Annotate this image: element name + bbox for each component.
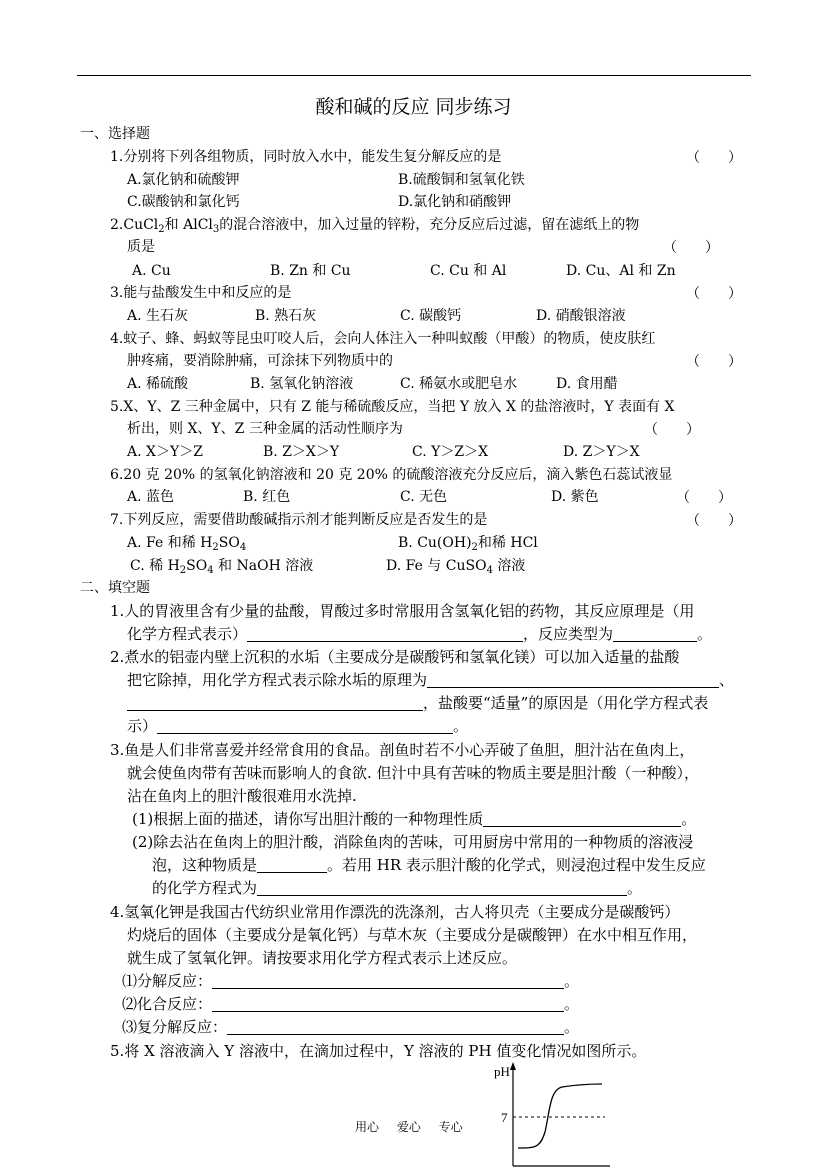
q1-stem: 1.分别将下列各组物质，同时放入水中，能发生复分解反应的是 [110,149,502,165]
f4-part2: ⑵化合反应： 。 [122,995,580,1013]
q1-answer-paren[interactable]: （ ） [686,150,742,166]
f3-part2-line2: 泡，这种物质是 。若用 HR 表示胆汁酸的化学式，则浸泡过程中发生反应 [152,856,706,874]
f1-line2: 化学方程式表示） ，反应类型为 。 [127,625,713,643]
f2-line2: 把它除掉，用化学方程式表示除水垢的原理为 、 [127,671,735,689]
q6-option-c[interactable]: C. 无色 [400,489,448,505]
q3-option-d[interactable]: D. 硝酸银溶液 [536,308,626,324]
f3-line3: 沾在鱼肉上的胆汁酸很难用水洗掉. [127,787,357,805]
f2-line1: 2.煮水的铝壶内壁上沉积的水垢（主要成分是碳酸钙和氢氧化镁）可以加入适量的盐酸 [110,648,680,666]
q5-option-d[interactable]: D. Z＞Y＞X [563,444,640,460]
q2-answer-paren[interactable]: （ ） [663,240,719,256]
f2-equation-blank-2[interactable] [127,710,423,711]
f4-line3: 就生成了氢氧化钾。请按要求用化学方程式表示上述反应。 [127,949,518,967]
q7-answer-paren[interactable]: （ ） [686,513,742,529]
f3-property-blank[interactable] [483,826,681,827]
q2-option-b[interactable]: B. Zn 和 Cu [270,263,351,279]
f1-reaction-type-blank[interactable] [613,641,697,642]
f3-line2: 就会使鱼肉带有苦味而影响人的食欲. 但汁中具有苦味的物质主要是胆汁酸（一种酸）， [127,764,700,782]
f4-line2: 灼烧后的固体（主要成分是氧化钙）与草木灰（主要成分是碳酸钾）在水中相互作用， [127,926,698,944]
header-rule [77,75,751,76]
q4-answer-paren[interactable]: （ ） [686,354,742,370]
ph-curve-graph [490,1060,620,1170]
q1-option-c[interactable]: C.碳酸钠和氯化钙 [127,194,240,210]
q3-option-b[interactable]: B. 熟石灰 [255,308,317,324]
f3-part2-line3: 的化学方程式为 。 [152,879,643,897]
page-footer: 用心 爱心 专心 [355,1120,463,1134]
q6-stem: 6.20 克 20% 的氢氧化钠溶液和 20 克 20% 的硫酸溶液充分反应后，滴入紫色石蕊试液显 [110,467,673,483]
q7-option-c[interactable]: C. 稀 $H_2SO_4$ 和 NaOH 溶液 [130,558,314,576]
q3-option-c[interactable]: C. 碳酸钙 [400,308,462,324]
f3-substance-blank[interactable] [257,872,327,873]
f2-line4: 示） 。 [127,717,469,735]
q5-answer-paren[interactable]: （ ） [644,422,700,438]
f3-part1: (1)根据上面的描述，请你写出胆汁酸的一种物理性质 。 [132,810,697,828]
q7-option-d[interactable]: D. Fe 与 CuSO$_4$ 溶液 [386,558,526,576]
graph-y-arrow [510,1062,516,1070]
q2-option-d[interactable]: D. Cu、Al 和 Zn [566,263,676,279]
f4-double-decomposition-blank[interactable] [227,1034,564,1035]
q7-stem: 7.下列反应，需要借助酸碱指示剂才能判断反应是否发生的是 [110,512,488,528]
q3-option-a[interactable]: A. 生石灰 [127,308,189,324]
q6-option-b[interactable]: B. 红色 [243,489,291,505]
q6-answer-paren[interactable]: （ ） [676,490,732,506]
q7-option-b[interactable]: B. $Cu(OH)_2$和稀 HCl [398,535,538,553]
q4-option-d[interactable]: D. 食用醋 [556,376,618,392]
f4-decomposition-blank[interactable] [212,988,564,989]
q1-option-a[interactable]: A.氯化钠和硫酸钾 [127,172,240,188]
q5-option-a[interactable]: A. X＞Y＞Z [127,444,203,460]
f4-line1: 4.氢氧化钾是我国古代纺织业常用作漂洗的洗涤剂，古人将贝壳（主要成分是碳酸钙） [110,903,680,921]
q6-option-d[interactable]: D. 紫色 [551,489,599,505]
q2-stem: 2.CuCl$_2$和 AlCl$_3$的混合溶液中，加入过量的锌粉，充分反应后过滤，留在滤纸上的物 [110,217,640,235]
q5-stem: 5.X、Y、Z 三种金属中，只有 Z 能与稀硫酸反应，当把 Y 放入 X 的盐溶液时，Y 表面有 X [110,399,675,415]
graph-tick-7: 7 [501,1110,508,1125]
f4-combination-blank[interactable] [212,1011,564,1012]
f1-line1: 1.人的胃液里含有少量的盐酸，胃酸过多时常服用含氢氧化铝的药物，其反应原理是（用 [110,602,695,620]
q1-option-d[interactable]: D.氯化钠和硝酸钾 [398,194,512,210]
f3-line1: 3.鱼是人们非常喜爱并经常食用的食品。剖鱼时若不小心弄破了鱼胆，胆汁沾在鱼肉上， [110,741,695,759]
page-title: 酸和碱的反应 同步练习 [315,96,512,118]
f3-equation-blank[interactable] [257,895,627,896]
q4-option-b[interactable]: B. 氢氧化钠溶液 [250,376,354,392]
q4-option-c[interactable]: C. 稀氨水或肥皂水 [400,376,518,392]
graph-ylabel: pH [494,1064,510,1079]
f2-equation-blank-3[interactable] [157,733,453,734]
f5-line1: 5.将 X 溶液滴入 Y 溶液中，在滴加过程中，Y 溶液的 PH 值变化情况如图所示。 [110,1042,647,1060]
q2-option-c[interactable]: C. Cu 和 Al [430,263,507,279]
q5-option-c[interactable]: C. Y＞Z＞X [412,444,489,460]
q3-answer-paren[interactable]: （ ） [686,286,742,302]
q4-stem-line2: 肿疼痛，要消除肿痛，可涂抹下列物质中的 [127,353,393,369]
q4-stem: 4.蚊子、蜂、蚂蚁等昆虫叮咬人后，会向人体注入一种叫蚁酸（甲酸）的物质，使皮肤红 [110,331,656,347]
q1-option-b[interactable]: B.硫酸铜和氢氧化铁 [398,172,525,188]
f1-equation-blank[interactable] [247,641,523,642]
q6-option-a[interactable]: A. 蓝色 [127,489,175,505]
q3-stem: 3.能与盐酸发生中和反应的是 [110,285,292,301]
q5-stem-line2: 析出，则 X、Y、Z 三种金属的活动性顺序为 [127,421,403,437]
f4-part1: ⑴分解反应： 。 [122,972,580,990]
f4-part3: ⑶复分解反应： 。 [122,1018,580,1036]
f3-part2-line1: (2)除去沾在鱼肉上的胆汁酸，消除鱼肉的苦味，可用厨房中常用的一种物质的溶液浸 [132,833,694,851]
q2-stem-line2: 质是 [127,239,155,255]
q4-option-a[interactable]: A. 稀硫酸 [127,376,189,392]
ph-curve [518,1084,602,1148]
q7-option-a[interactable]: A. Fe 和稀 $H_2SO_4$ [127,535,247,553]
q5-option-b[interactable]: B. Z＞X＞Y [263,444,340,460]
section-choice: 一、选择题 [80,126,150,142]
q2-option-a[interactable]: A. Cu [132,263,171,279]
f2-equation-blank-1[interactable] [427,687,719,688]
section-fill: 二、填空题 [80,580,150,596]
f2-line3: ，盐酸要“适量”的原因是（用化学方程式表 [127,693,708,713]
